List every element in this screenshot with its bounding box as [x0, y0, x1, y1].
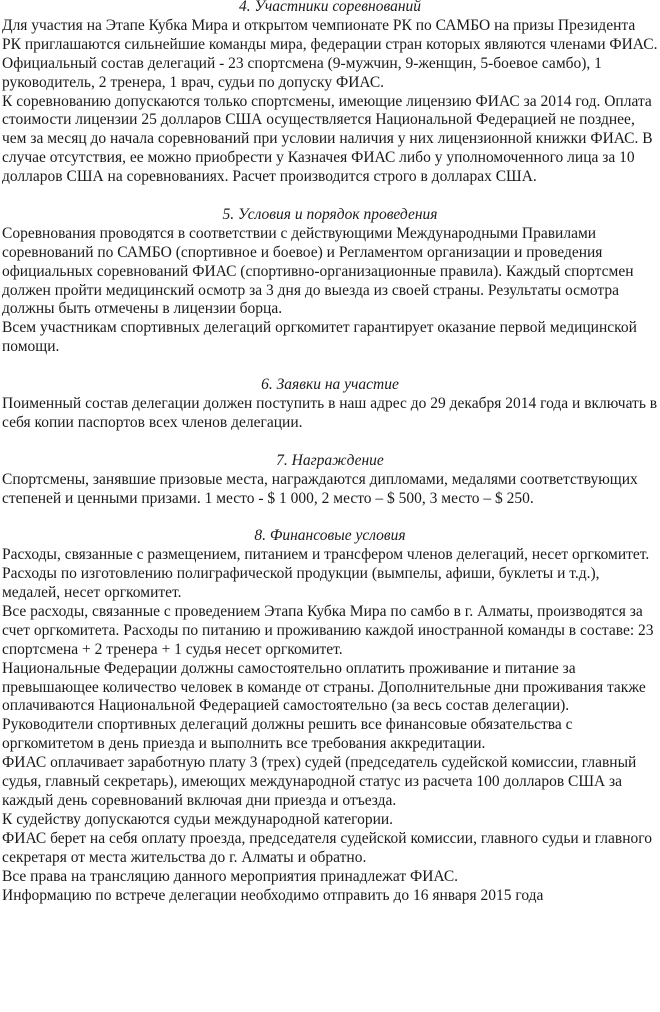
paragraph: Информацию по встрече делегации необходимо отправить до 16 января 2015 года	[2, 886, 544, 904]
paragraph: Поименный состав делегации должен поступить в наш адрес до 29 декабря 2014 года и включать в себя копии паспортов всех членов делегации.	[2, 395, 658, 431]
section-applications	[2, 376, 658, 433]
paragraph: К соревнованию допускаются только спортсмены, имеющие лицензию ФИАС за 2014 год. Оплата стоимости лицензии 25 долларов США осуществляется Национальной Федерацией не позднее, чем за месяц до начала соревнований при условии наличия у них лицензионной книжки ФИАС. В случае отсутствия, ее можно приобрести у Казначея ФИАС либо у уполномоченного лица за 10 долларов США на соревнованиях. Расчет производится строго в долларах США.	[2, 92, 653, 186]
paragraph: Соревнования проводятся в соответствии с действующими Международными Правилами соревнований по САМБО (спортивное и боевое) и Регламентом организации и проведения официальных соревнований ФИАС (спортивно-организационные правила). Каждый спортсмен должен пройти медицинский осмотр за 3 дня до выезда из своей страны. Результаты осмотра должны быть отмечены в лицензии борца.	[2, 224, 634, 318]
paragraph: Спортсмены, занявшие призовые места, награждаются дипломами, медалями соответствующих степеней и ценными призами. 1 место - $ 1 000, 2 место – $ 500, 3 место – $ 250.	[2, 470, 638, 507]
paragraph: ФИАС берет на себя оплату проезда, председателя судейской комиссии, главного судьи и главного секретаря от места жительства до г. Алматы и обратно.	[2, 829, 653, 866]
paragraph: К судейству допускаются судьи международной категории.	[2, 810, 394, 828]
paragraph: Всем участникам спортивных делегаций оргкомитет гарантирует оказание первой медицинской помощи.	[2, 319, 637, 356]
paragraph: Руководители спортивных делегаций должны решить все финансовые обязательства с оргкомитетом в день приезда и выполнить все требования аккредитации.	[2, 716, 573, 753]
paragraph: Все расходы, связанные с проведением Этапа Кубка Мира по самбо в г. Алматы, производятся за счет оргкомитета. Расходы по питанию и проживанию каждой иностранной команды в составе: 23 спортсмена + 2 тренера + 1 судья несет оргкомитет.	[2, 602, 654, 658]
section-heading: 5. Условия и порядок проведения	[222, 205, 438, 223]
section-participants	[2, 0, 658, 187]
paragraph: Расходы по изготовлению полиграфической продукции (вымпелы, афиши, буклеты и т.д.), медалей, несет оргкомитет.	[2, 565, 600, 602]
section-financial	[2, 527, 658, 905]
section-heading: 7. Награждение	[276, 451, 384, 469]
section-conditions	[2, 206, 658, 357]
paragraph: ФИАС оплачивает заработную плату 3 (трех) судей (председатель судейской комиссии, главный судья, главный секретарь), имеющих международной статус из расчета 100 долларов США за каждый день соревнований включая дни приезда и отъезда.	[2, 754, 637, 809]
section-heading: 4. Участники соревнований	[238, 0, 422, 15]
section-heading: 6. Заявки на участие	[261, 376, 399, 394]
section-heading: 8. Финансовые условия	[254, 527, 406, 545]
paragraph: Все права на трансляцию данного мероприятия принадлежат ФИАС.	[2, 867, 459, 885]
paragraph: Для участия на Этапе Кубка Мира и открытом чемпионате РК по САМБО на призы Президента РК приглашаются сильнейшие команды мира, федерации стран которых являются членами ФИАС. Официальный состав делегаций - 23 спортсмена (9-мужчин, 9-женщин, 5-боевое самбо), 1 руководитель, 2 тренера, 1 врач, судьи по допуску ФИАС.	[2, 16, 658, 91]
section-awards	[2, 452, 658, 509]
paragraph: Расходы, связанные с размещением, питанием и трансфером членов делегаций, несет оргкомитет.	[2, 546, 650, 564]
paragraph: Национальные Федерации должны самостоятельно оплатить проживание и питание за превышающее количество человек в команде от страны. Дополнительные дни проживания также оплачиваются Национальной Федерацией самостоятельно (за весь состав делегации).	[2, 659, 646, 715]
